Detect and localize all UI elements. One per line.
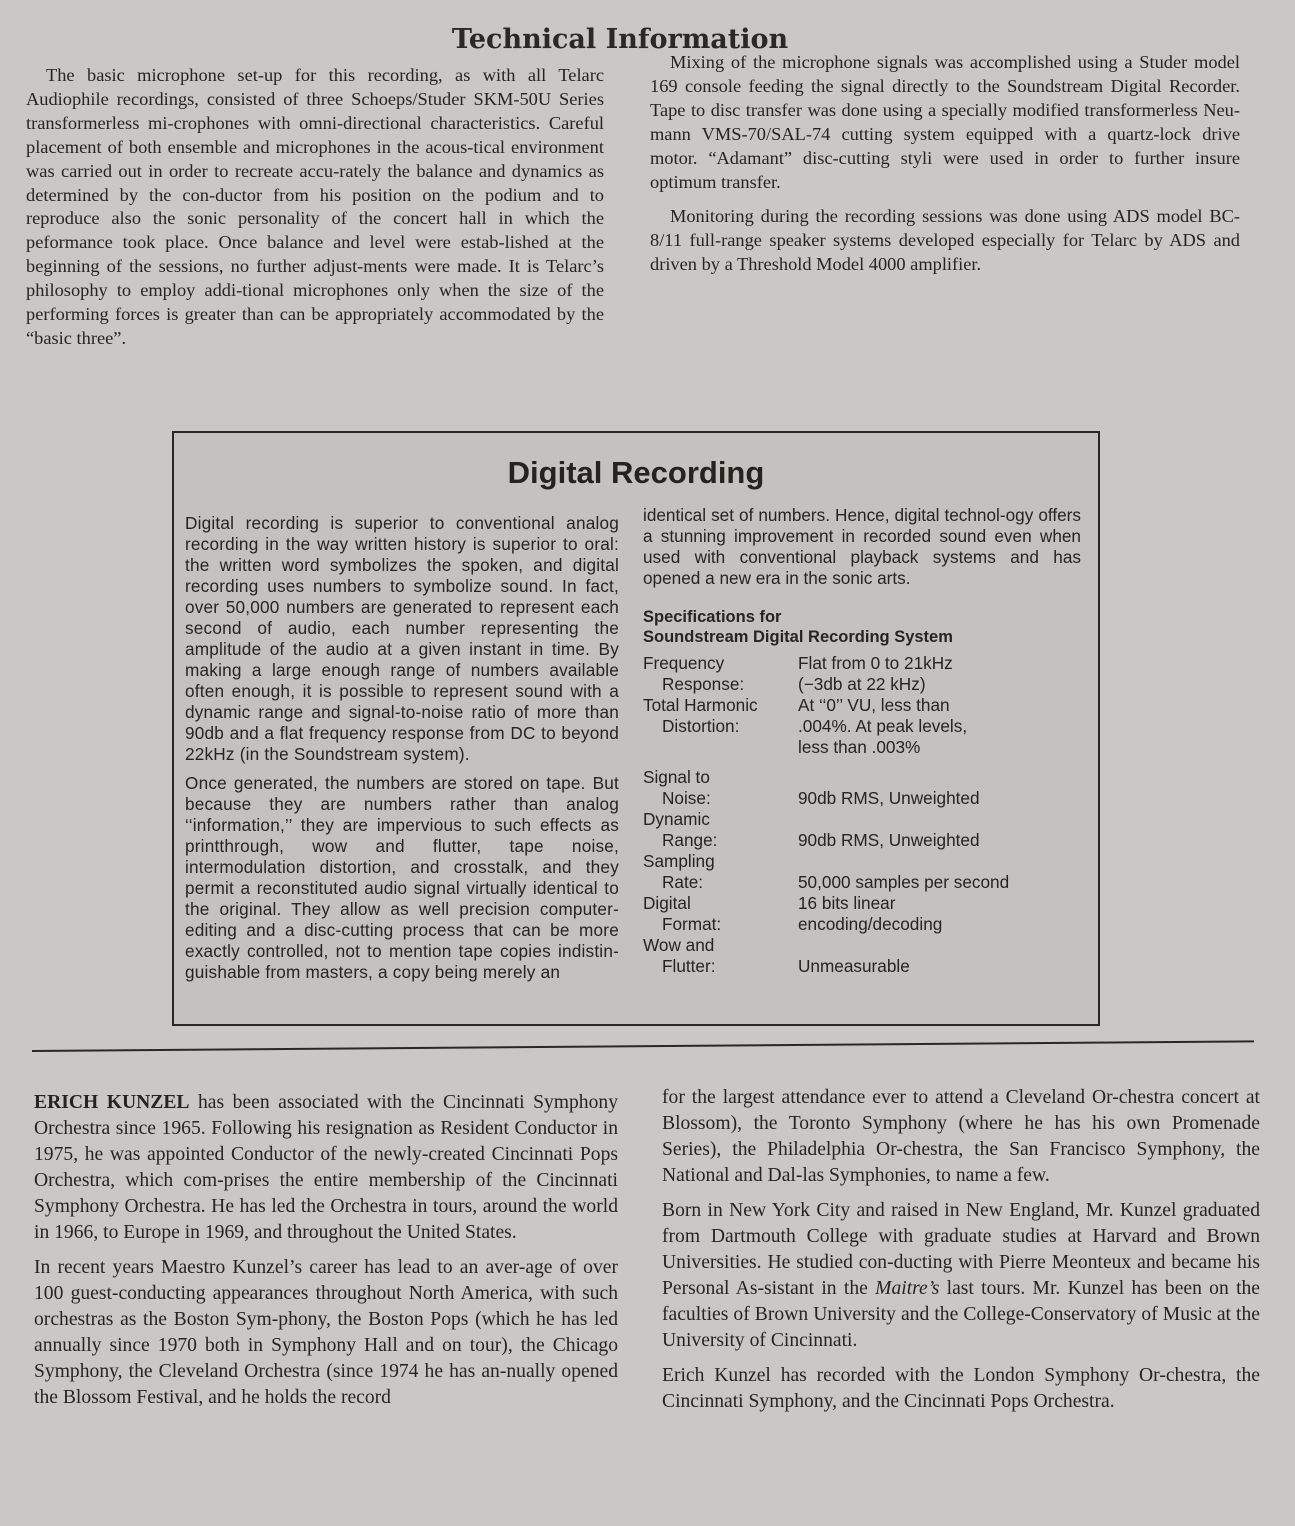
specifications-heading-line-2: Soundstream Digital Recording System [643,628,953,646]
microphone-setup-paragraph: The basic microphone set-up for this recording, as with all Telarc Audiophile recordings, consisted of three Schoeps/Studer SKM-50U Series transformerless mi-crophones with omni-directional characteristics. Careful placement of both ensemble and microphones in the acous-tical environment was carried out in order to recreate accu-rately the balance and dynamics as determined by the con-ductor from his position on the podium and to reproduce also the sonic personality of the concert hall in which the peformance took place. Once balance and level were estab-lished at the beginning of the sessions, no further adjust-ments were made. It is Telarc’s philosophy to employ addi-tional microphones only when the size of the performing forces is greater than can be appropriately accommodated by the “basic three”. [26,65,604,348]
spec-value-line: 16 bits linear [798,893,896,913]
spec-row [643,767,1081,809]
spec-label-line: Signal to [643,767,710,787]
spec-value-line: 50,000 samples per second [798,872,1010,892]
biography-text: last tours. Mr. Kunzel has been on the faculties of Brown University and the College-Conservatory of Music at the University of Cincinnati. [662,1278,1261,1351]
monitoring-paragraph: Monitoring during the recording sessions was done using ADS model BC-8/11 full-range speaker systems developed especially for Telarc by ADS and driven by a Threshold Model 4000 amplifier. [650,206,1240,274]
biography-text: has been associated with the Cincinnati Symphony Orchestra since 1965. Following his resignation as Resident Conductor in 1975, he was appointed Conductor of the newly-created Cincinnati Pops Orchestra, which com-prises the entire membership of the Cincinnati Symphony Orchestra. He has led the Orchestra in tours, around the world in 1966, to Europe in 1969, and throughout the United States. [34,1092,618,1243]
spec-label-line: Digital [643,893,691,913]
biography-text: Born in New York City and raised in New England, Mr. Kunzel graduated from Dartmouth College with graduate studies at Harvard and Brown Universities. He studied con-ducting with Pierre Meonteux and became his Personal As-sistant in the [662,1200,1260,1299]
spec-value-spacer [798,809,980,830]
spec-label-line: Dynamic [643,809,710,829]
biography-paragraph: Erich Kunzel has recorded with the London Symphony Or-chestra, the Cincinnati Symphony, and the Cincinnati Pops Orchestra. [662,1365,1260,1412]
spec-value-line: 90db RMS, Unweighted [798,830,980,850]
biography-paragraph [34,1090,618,1246]
spec-label [643,653,798,695]
spec-label-line: Total Harmonic [643,695,758,715]
spec-row [643,653,1081,695]
spec-value-spacer [798,935,910,956]
page-title: Technical Information [451,24,789,56]
spec-value-line: Flat from 0 to 21kHz [798,653,953,673]
spec-value-line: At ‘‘0’’ VU, less than [798,695,950,715]
biography-right-column [662,1085,1260,1415]
digital-recording-paragraph: Digital recording is superior to conventional analog recording in the way written history is superior to oral: the written word symbolizes the spoken, and digital recording uses numbers to symbolize sound. In fact, over 50,000 numbers are generated to represent each second of audio, each number representing the amplitude of the audio at a given instant in time. By making a large enough range of numbers available often enough, it is possible to represent sound with a dynamic range and signal-to-noise ratio of more than 90db and a flat frequency response from DC to beyond 22kHz (in the Soundstream system). [185,513,619,764]
spec-value-line: Unmeasurable [798,956,910,976]
spec-value [798,767,980,809]
specifications-heading [643,607,1081,647]
spec-value-line: (−3db at 22 kHz) [798,674,926,694]
spec-row [643,935,1081,977]
spec-row [643,695,1081,758]
spec-label-line: Range: [662,830,718,850]
spec-value-line: less than .003% [798,737,921,757]
spec-value [798,935,910,977]
biography-paragraph: In recent years Maestro Kunzel’s career has lead to an aver-age of over 100 guest-conducting appearances throughout North America, with such orchestras as the Boston Sym-phony, the Boston Pops (which he has led annually since 1970 both in Symphony Hall and on tour), the Chicago Symphony, the Cleveland Orchestra (since 1974 he has an-nually opened the Blossom Festival, and he holds the record [34,1257,618,1408]
spec-value [798,809,980,851]
spec-label [643,935,798,977]
spec-label-line: Flutter: [662,956,716,976]
spec-value-line: encoding/decoding [798,914,943,934]
biography-left-column [34,1090,618,1411]
spec-value-spacer [798,851,1009,872]
conductor-name: ERICH KUNZEL [34,1092,190,1113]
spec-label [643,767,798,809]
spec-row [643,809,1081,851]
digital-recording-paragraph: Once generated, the numbers are stored on tape. But because they are numbers rather than analog ‘‘information,’’ they are impervious to such effects as printthrough, wow and flutter, tape noise, intermodulation distortion, and crosstalk, and they permit a reconstituted audio signal virtually identical to the original. They allow as well precision computer-editing and a disc-cutting process that can be more exactly controlled, not to mention tape copies indistin-guishable from masters, a copy being merely an [185,773,619,982]
section-divider [32,1040,1254,1052]
spec-value [798,653,953,695]
spec-label [643,809,798,851]
spec-label-line: Frequency [643,653,725,673]
digital-recording-box [172,431,1100,1026]
spec-value-line: .004%. At peak levels, [798,716,968,736]
biography-paragraph [662,1198,1260,1354]
biography-paragraph: for the largest attendance ever to attend a Cleveland Or-chestra concert at Blossom), the Toronto Symphony (where he has his own Promenade Series), the Philadelphia Or-chestra, the San Francisco Symphony, the National and Dal-las Symphonies, to name a few. [662,1087,1260,1186]
digital-recording-continuation: identical set of numbers. Hence, digital technol-ogy offers a stunning improvement in recorded sound even when used with conventional playback systems and has opened a new era in the sonic arts. [643,505,1081,588]
spec-label-line: Response: [662,674,745,694]
spec-label-line: Noise: [662,788,711,808]
spec-label-line: Wow and [643,935,715,955]
spec-value [798,695,967,758]
spec-label [643,893,798,935]
technical-info-left-column [26,64,604,351]
spec-label-line: Format: [662,914,722,934]
spec-value [798,851,1009,893]
biography-italic-text: Maitre’s [875,1278,940,1299]
spec-value-spacer [798,767,980,788]
specifications-heading-line-1: Specifications for [643,608,782,626]
specifications-table [643,653,1081,977]
spec-value [798,893,942,935]
spec-label [643,851,798,893]
spec-label [643,695,798,758]
digital-recording-left-column [185,513,619,983]
spec-label-line: Rate: [662,872,704,892]
spec-label-line: Distortion: [662,716,740,736]
digital-recording-title: Digital Recording [507,455,765,490]
technical-info-right-column [650,50,1240,276]
digital-recording-right-column [643,505,1081,977]
spec-row [643,893,1081,935]
mixing-paragraph: Mixing of the microphone signals was accomplished using a Studer model 169 console feeding the signal directly to the Soundstream Digital Recorder. Tape to disc transfer was done using a specially modified transformerless Neu-mann VMS-70/SAL-74 cutting system equipped with a quartz-lock drive motor. “Adamant” disc-cutting styli were used in order to further insure optimum transfer. [650,52,1240,192]
spec-value-line: 90db RMS, Unweighted [798,788,980,808]
spec-label-line: Sampling [643,851,715,871]
spec-row [643,851,1081,893]
